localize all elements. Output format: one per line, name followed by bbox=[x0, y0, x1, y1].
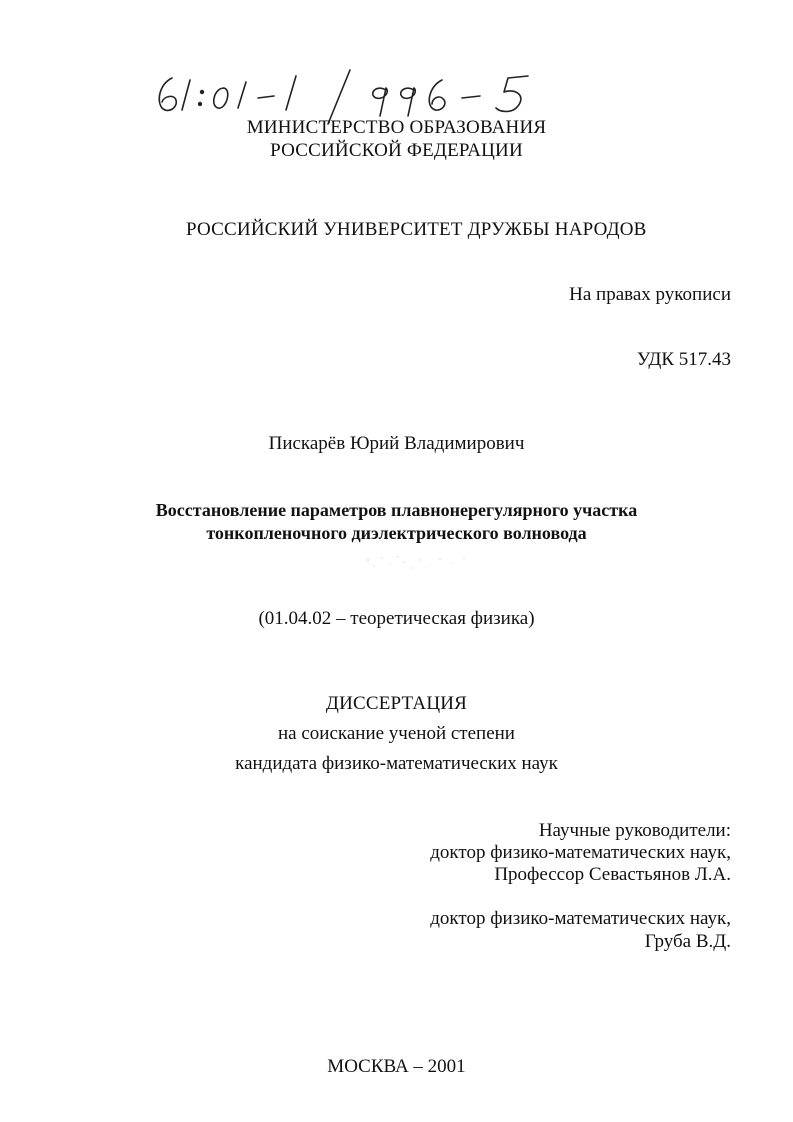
supervisor-1-degree: доктор физико-математических наук, bbox=[430, 842, 731, 863]
supervisor-2-degree: доктор физико-математических наук, bbox=[430, 908, 731, 929]
degree-line-2: кандидата физико-математических наук bbox=[235, 753, 558, 774]
dissertation-title-line-2: тонкопленочного диэлектрического волновода bbox=[206, 523, 587, 543]
author-name: Пискарёв Юрий Владимирович bbox=[268, 433, 525, 454]
university-name: РОССИЙСКИЙ УНИВЕРСИТЕТ ДРУЖБЫ НАРОДОВ bbox=[186, 219, 647, 240]
dissertation-title-line-1: Восстановление параметров плавнонерегулярного участка bbox=[155, 500, 638, 520]
ministry-line-2: РОССИЙСКОЙ ФЕДЕРАЦИИ bbox=[270, 140, 523, 161]
specialty-code: (01.04.02 – теоретическая физика) bbox=[258, 608, 535, 629]
supervisors-heading: Научные руководители: bbox=[538, 820, 731, 841]
supervisor-1-name: Профессор Севастьянов Л.А. bbox=[494, 864, 731, 885]
scan-speckle bbox=[360, 548, 480, 576]
manuscript-note: На правах рукописи bbox=[569, 284, 731, 305]
udk-code: УДК 517.43 bbox=[636, 349, 731, 370]
ministry-line-1: МИНИСТЕРСТВО ОБРАЗОВАНИЯ bbox=[246, 117, 547, 138]
place-and-year: МОСКВА – 2001 bbox=[327, 1056, 466, 1077]
supervisor-2-name: Груба В.Д. bbox=[644, 931, 731, 952]
document-type: ДИССЕРТАЦИЯ bbox=[325, 693, 468, 714]
degree-line-1: на соискание ученой степени bbox=[278, 723, 515, 744]
